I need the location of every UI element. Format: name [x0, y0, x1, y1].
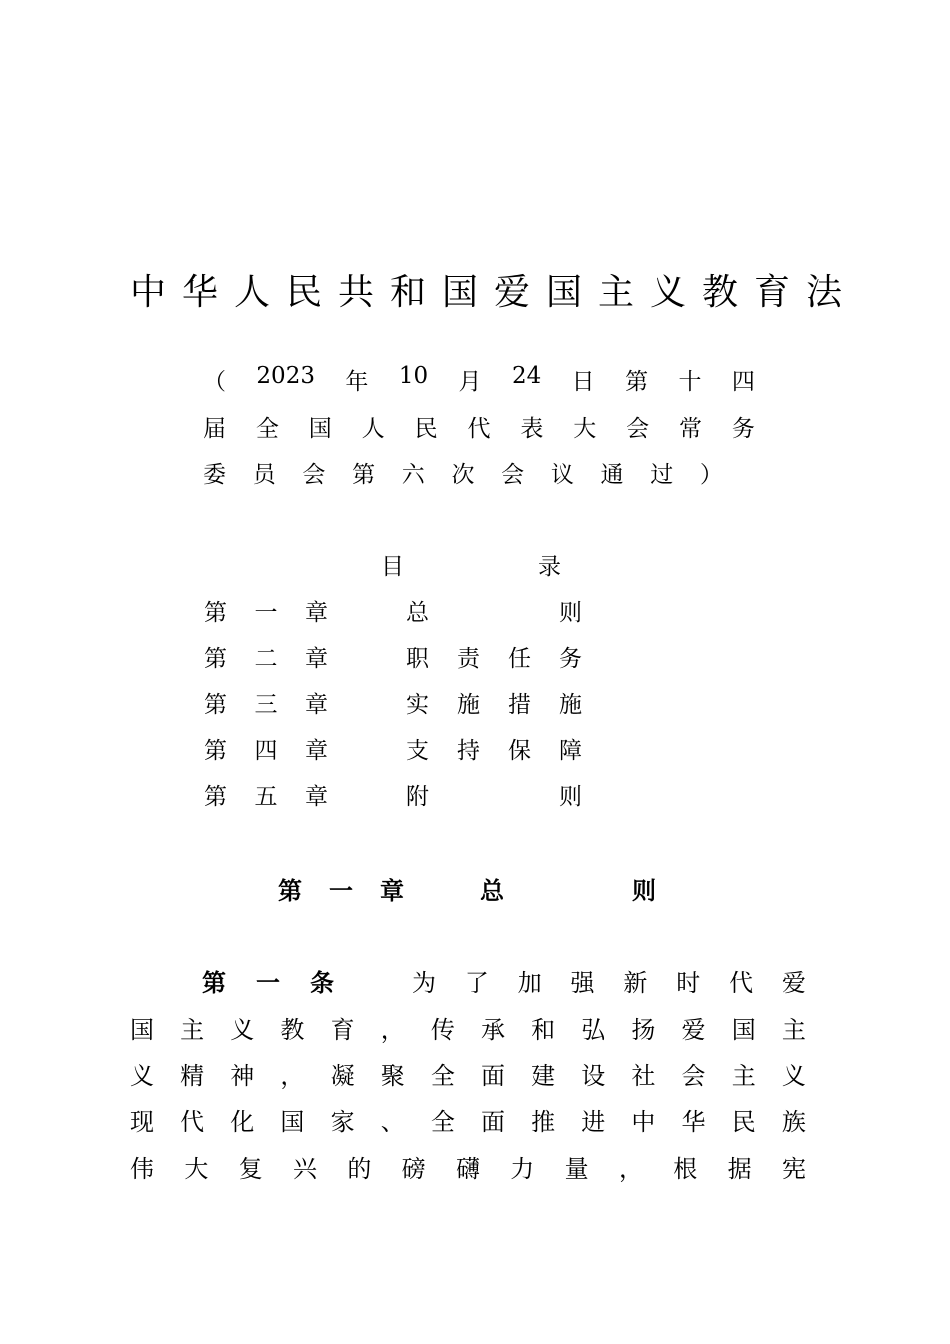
toc-item-chapter: 第 一 章 — [204, 600, 328, 626]
article-text-line-5: 伟 大 复 兴 的 磅 礴 力 量 ， 根 据 宪 — [130, 1155, 806, 1183]
chapter-number: 第 一 章 — [278, 877, 404, 905]
article-text-line-2: 国 主 义 教 育 ， 传 承 和 弘 扬 爱 国 主 — [130, 1016, 806, 1044]
toc-item-name: 支 持 保 障 — [406, 738, 582, 764]
toc-item-chapter: 第 二 章 — [204, 646, 328, 672]
toc-item-name: 职 责 任 务 — [406, 646, 582, 672]
article-text-line-3: 义 精 神 ， 凝 聚 全 面 建 设 社 会 主 义 — [130, 1062, 806, 1090]
article-text-line-4: 现 代 化 国 家 、 全 面 推 进 中 华 民 族 — [130, 1108, 806, 1136]
adoption-note-line-3: 委 员 会 第 六 次 会 议 通 过 ） — [203, 462, 723, 488]
toc-item-name: 总 则 — [406, 600, 582, 626]
article-label: 第 一 条 — [202, 969, 334, 997]
article-paragraph-first-line — [202, 963, 806, 998]
article-text-line-1: 为 了 加 强 新 时 代 爱 — [412, 969, 806, 997]
chapter-name: 总 则 — [480, 877, 656, 905]
adoption-note-line-1: （ 2023 年 10 月 24 日 第 十 四 — [203, 363, 755, 395]
chapter-heading — [278, 871, 658, 903]
document-title: 中华人民共和国爱国主义教育法 — [130, 272, 859, 313]
toc-heading: 目 录 — [381, 554, 561, 580]
toc-item-name: 实 施 措 施 — [406, 692, 582, 718]
toc-item-chapter: 第 三 章 — [204, 692, 328, 718]
toc-item-name: 附 则 — [406, 784, 582, 810]
toc-item-chapter: 第 四 章 — [204, 738, 328, 764]
adoption-note-line-2: 届 全 国 人 民 代 表 大 会 常 务 — [203, 416, 755, 442]
toc-item-chapter: 第 五 章 — [204, 784, 328, 810]
